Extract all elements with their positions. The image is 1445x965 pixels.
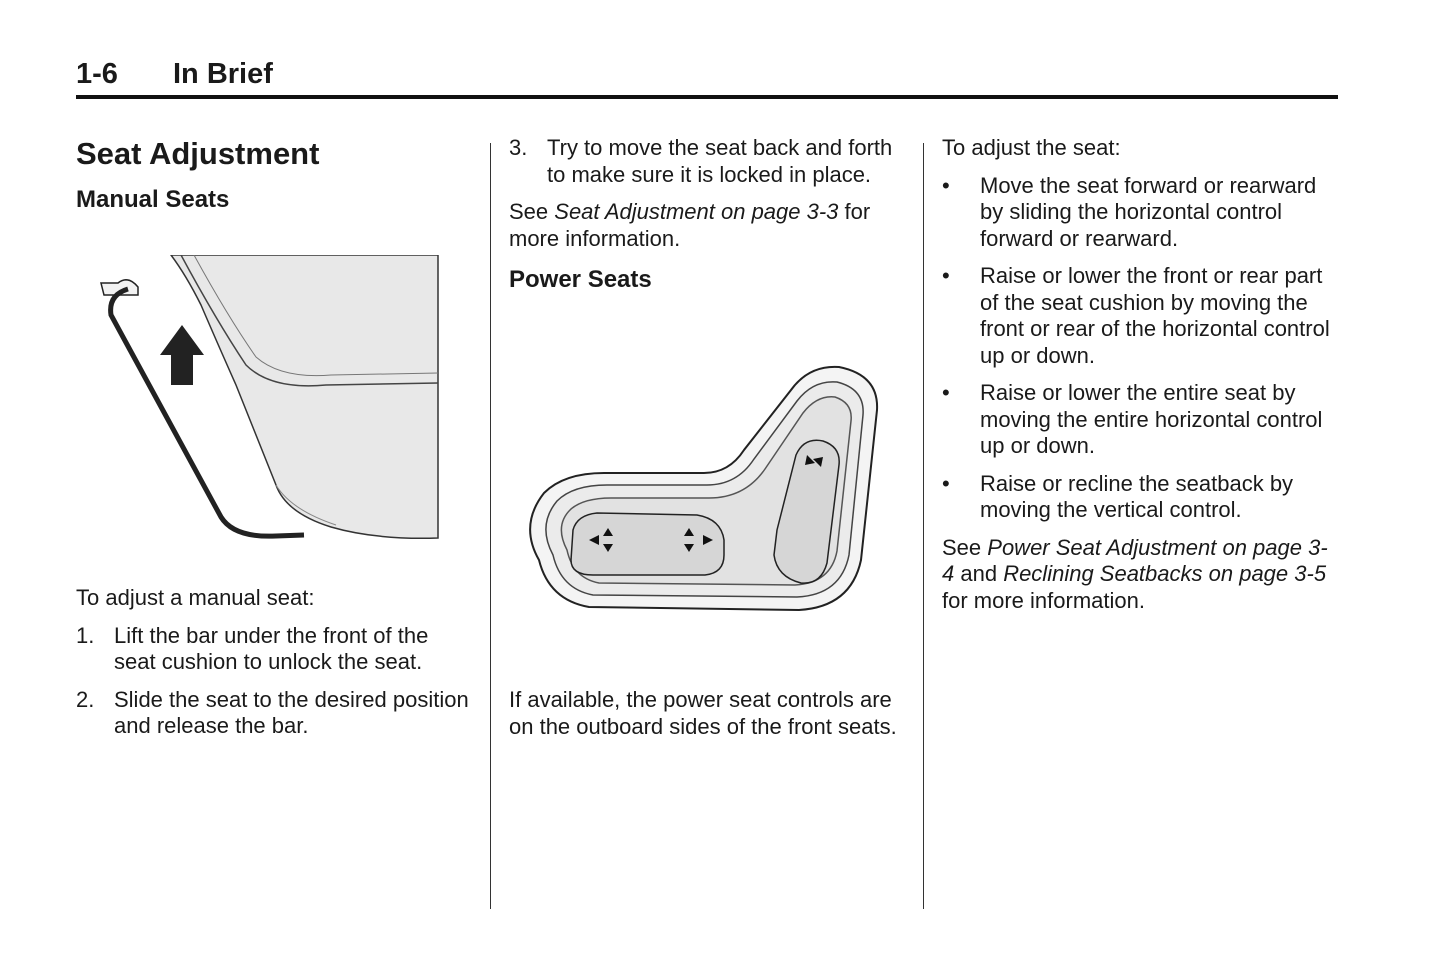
bullet-text: Move the seat forward or rearward by sliding the horizontal control forward or rearward. xyxy=(980,172,1317,251)
step-number: 2. xyxy=(76,686,95,712)
bullet-mark: • xyxy=(942,470,950,496)
list-item xyxy=(942,380,1337,460)
list-item xyxy=(76,687,471,740)
manual-seat-illustration xyxy=(76,255,446,545)
bullet-text: Raise or lower the entire seat by moving the entire horizontal control up or down. xyxy=(980,380,1323,458)
power-seat-controls-illustration xyxy=(509,345,904,615)
bullet-mark: • xyxy=(942,263,950,288)
column-1 xyxy=(76,135,471,740)
column-3 xyxy=(942,135,1337,614)
see-reference: See Power Seat Adjustment on page 3-4 and Reclining Seatbacks on page 3-5 for more information. xyxy=(942,534,1328,613)
see-reference: See Seat Adjustment on page 3-3 for more information. xyxy=(509,199,871,251)
bullet-text: Raise or lower the front or rear part of the seat cushion by moving the front or rear of the horizontal control up or down. xyxy=(980,263,1330,368)
header-rule xyxy=(76,95,1338,99)
power-seats-description: If available, the power seat controls are on the outboard sides of the front seats. xyxy=(509,687,897,739)
bullet-mark: • xyxy=(942,172,950,198)
list-item xyxy=(76,623,471,676)
step-text: Lift the bar under the front of the seat cushion to unlock the seat. xyxy=(114,622,429,674)
manual-seats-heading: Manual Seats xyxy=(76,186,230,213)
power-seats-heading: Power Seats xyxy=(509,266,652,293)
bullet-mark: • xyxy=(942,380,950,405)
section-title: In Brief xyxy=(173,58,273,90)
list-item xyxy=(942,173,1337,253)
column-2 xyxy=(509,135,904,740)
adjust-intro: To adjust the seat: xyxy=(942,135,1121,160)
cross-reference-link[interactable]: Power Seat Adjustment on page 3-4 xyxy=(942,534,1328,586)
step-text: Try to move the seat back and forth to make sure it is locked in place. xyxy=(547,135,893,187)
cross-reference-link[interactable]: Reclining Seatbacks on page 3-5 xyxy=(1003,561,1327,586)
list-item xyxy=(509,135,904,188)
step-number: 3. xyxy=(509,135,528,160)
page-heading: Seat Adjustment xyxy=(76,136,320,171)
column-divider xyxy=(923,143,924,909)
column-divider xyxy=(490,143,491,909)
manual-intro: To adjust a manual seat: xyxy=(76,585,315,610)
list-item xyxy=(942,471,1337,524)
cross-reference-link[interactable]: Seat Adjustment on page 3-3 xyxy=(554,199,839,224)
step-text: Slide the seat to the desired position and release the bar. xyxy=(114,686,469,738)
bullet-text: Raise or recline the seatback by moving the vertical control. xyxy=(980,470,1294,522)
list-item xyxy=(942,263,1337,369)
step-number: 1. xyxy=(76,622,95,648)
page-number: 1-6 xyxy=(76,58,118,90)
